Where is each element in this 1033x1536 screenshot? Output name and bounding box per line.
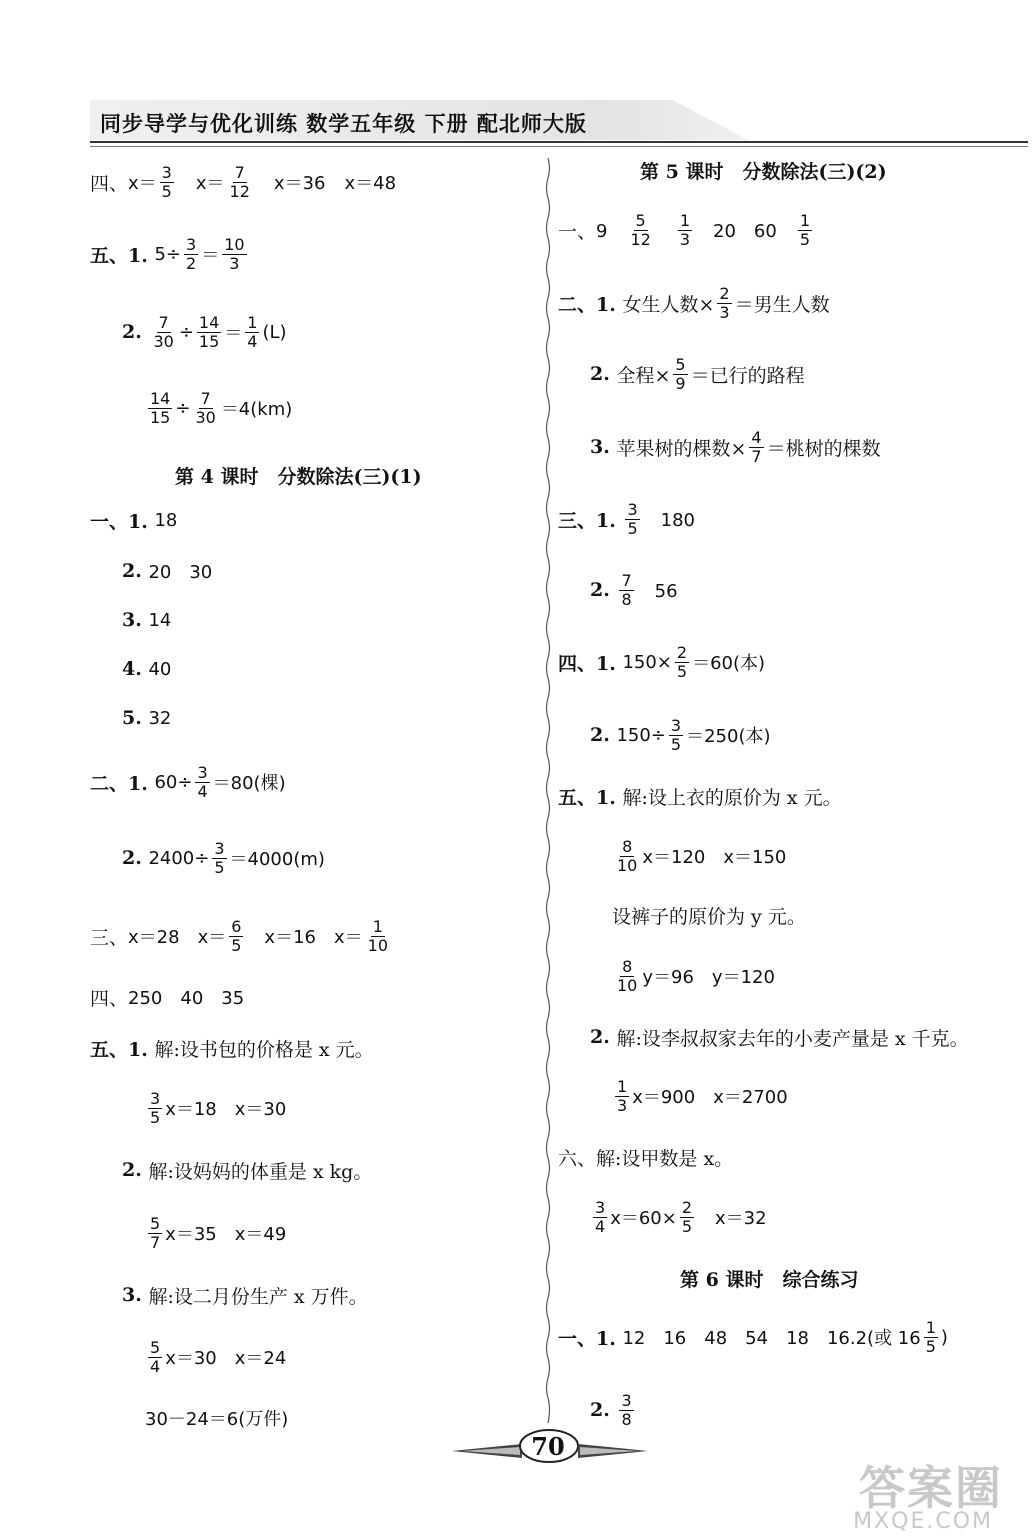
answer-line: $\frac{3}{4}$ x＝60× $\frac{2}{5}$ x＝32 bbox=[595, 1197, 767, 1236]
header-title: 同步导学与优化训练 数学五年级 下册 配北师大版 bbox=[100, 111, 587, 136]
answer-line: 2. $\frac{7}{30}$ ÷ $\frac{14}{15}$ ＝ $\frac{1}{4}$ (L) bbox=[122, 312, 287, 351]
fraction: $\frac{5}{4}$ bbox=[150, 1337, 161, 1376]
answer-line: $\frac{5}{4}$ x＝30 x＝24 bbox=[150, 1337, 287, 1376]
answer-line: 4. 40 bbox=[122, 658, 172, 680]
fraction: $\frac{14}{15}$ bbox=[198, 312, 220, 351]
watermark-url: MXQE.COM bbox=[853, 1509, 993, 1534]
answer-line: $\frac{5}{7}$ x＝35 x＝49 bbox=[150, 1213, 287, 1252]
answer-line: 2. $\frac{3}{8}$ bbox=[590, 1390, 632, 1429]
fraction: $\frac{8}{10}$ bbox=[617, 836, 638, 875]
fraction: $\frac{1}{3}$ bbox=[617, 1076, 628, 1115]
answer-line: 五、1. 5÷ $\frac{3}{2}$ ＝ $\frac{10}{3}$ bbox=[90, 234, 245, 273]
lesson-6-title: 第 6 课时 综合练习 bbox=[680, 1268, 859, 1291]
answer-line: 一、1. 18 bbox=[90, 509, 178, 533]
answer-line: 5. 32 bbox=[122, 707, 172, 729]
fraction: $\frac{4}{7}$ bbox=[751, 427, 762, 466]
answer-line: $\frac{14}{15}$ ÷ $\frac{7}{30}$ ＝4(km) bbox=[150, 388, 293, 427]
answer-line: 3. 解:设二月份生产 x 万件。 bbox=[122, 1284, 368, 1308]
answer-line: 2. 150÷ $\frac{3}{5}$ ＝250(本) bbox=[590, 715, 771, 754]
fraction: $\frac{3}{5}$ bbox=[150, 1088, 161, 1127]
fraction: $\frac{3}{5}$ bbox=[670, 715, 682, 754]
answer-line: $\frac{1}{3}$ x＝900 x＝2700 bbox=[617, 1076, 788, 1115]
fraction: $\frac{5}{7}$ bbox=[150, 1213, 161, 1252]
fraction: $\frac{2}{5}$ bbox=[676, 642, 688, 681]
fraction: $\frac{6}{5}$ bbox=[231, 916, 242, 955]
answer-line: 六、 解:设甲数是 x。 bbox=[558, 1147, 734, 1170]
answer-line: 2. $\frac{7}{8}$ 56 bbox=[590, 570, 678, 609]
fraction: $\frac{1}{3}$ bbox=[679, 210, 691, 249]
answer-line: 3. 苹果树的棵数× $\frac{4}{7}$ ＝桃树的棵数 bbox=[590, 427, 881, 466]
header-rule bbox=[90, 141, 1028, 143]
answer-line: 二、1. 女生人数× $\frac{2}{3}$ ＝男生人数 bbox=[558, 283, 830, 322]
fraction: $\frac{14}{15}$ bbox=[150, 388, 171, 427]
fraction: $\frac{10}{3}$ bbox=[224, 234, 245, 273]
answer-line: $\frac{8}{10}$ x＝120 x＝150 bbox=[617, 836, 787, 875]
answer-line: 四、1. 150× $\frac{2}{5}$ ＝60(本) bbox=[558, 642, 766, 681]
column-divider bbox=[545, 158, 551, 1423]
fraction: $\frac{2}{3}$ bbox=[719, 283, 730, 322]
fraction: $\frac{5}{9}$ bbox=[675, 354, 686, 393]
header-rule-thin bbox=[90, 146, 1028, 147]
fraction: $\frac{3}{4}$ bbox=[197, 762, 208, 801]
footer-right-ornament-icon bbox=[578, 1440, 648, 1462]
answer-line: 三、 x＝28 x＝ $\frac{6}{5}$ x＝16 x＝ $\frac{1}{10}$ bbox=[90, 916, 388, 955]
answer-line: $\frac{8}{10}$ y＝96 y＝120 bbox=[617, 956, 775, 995]
fraction: $\frac{7}{30}$ bbox=[195, 388, 216, 427]
fraction: $\frac{2}{5}$ bbox=[681, 1197, 693, 1236]
answer-line: 四、 x＝ $\frac{3}{5}$ x＝ $\frac{7}{12}$ x＝36 x＝48 bbox=[90, 162, 397, 201]
fraction: $\frac{1}{5}$ bbox=[925, 1317, 936, 1356]
lesson-4-title: 第 4 课时 分数除法(三)(1) bbox=[175, 465, 422, 488]
fraction: $\frac{3}{4}$ bbox=[595, 1197, 606, 1236]
answer-line: 3. 14 bbox=[122, 609, 172, 631]
answer-line: 2. 全程× $\frac{5}{9}$ ＝已行的路程 bbox=[590, 354, 805, 393]
answer-line: 2. 解:设妈妈的体重是 x kg。 bbox=[122, 1159, 373, 1183]
fraction: $\frac{7}{30}$ bbox=[153, 312, 174, 351]
fraction: $\frac{3}{5}$ bbox=[161, 162, 172, 201]
answer-line: 一、 9 $\frac{5}{12}$ $\frac{1}{3}$ 20 60 $\frac{1}{5}$ bbox=[558, 210, 811, 249]
answer-line: 三、1. $\frac{3}{5}$ 180 bbox=[558, 499, 695, 538]
fraction: $\frac{1}{5}$ bbox=[799, 210, 811, 249]
watermark-logo: 答案圈 bbox=[859, 1461, 1003, 1515]
fraction: $\frac{3}{5}$ bbox=[627, 499, 638, 538]
fraction: $\frac{3}{8}$ bbox=[621, 1390, 632, 1429]
fraction: $\frac{3}{2}$ bbox=[186, 234, 197, 273]
answer-line: $\frac{3}{5}$ x＝18 x＝30 bbox=[150, 1088, 287, 1127]
fraction: $\frac{1}{4}$ bbox=[247, 312, 258, 351]
fraction: $\frac{8}{10}$ bbox=[617, 956, 638, 995]
fraction: $\frac{3}{5}$ bbox=[214, 838, 225, 877]
answer-line: 2. 解:设李叔叔家去年的小麦产量是 x 千克。 bbox=[590, 1026, 969, 1050]
answer-line: 30－24＝6(万件) bbox=[145, 1409, 289, 1430]
answer-line: 一、1. 12 16 48 54 18 16.2(或 16 $\frac{1}{5}$ ) bbox=[558, 1317, 948, 1356]
page-number: 70 bbox=[531, 1432, 565, 1461]
footer-left-ornament-icon bbox=[452, 1440, 522, 1462]
fraction: $\frac{7}{8}$ bbox=[621, 570, 632, 609]
answer-line: 2. 2400÷ $\frac{3}{5}$ ＝4000(m) bbox=[122, 838, 325, 877]
fraction: $\frac{5}{12}$ bbox=[630, 210, 651, 249]
answer-line: 五、1. 解:设书包的价格是 x 元。 bbox=[90, 1038, 374, 1061]
answer-line: 2. 20 30 bbox=[122, 560, 213, 583]
fraction: $\frac{1}{10}$ bbox=[367, 916, 388, 955]
fraction: $\frac{7}{12}$ bbox=[229, 162, 250, 201]
answer-line: 设裤子的原价为 y 元。 bbox=[612, 905, 806, 928]
lesson-5-title: 第 5 课时 分数除法(三)(2) bbox=[640, 160, 887, 183]
answer-line: 二、1. 60÷ $\frac{3}{4}$ ＝80(棵) bbox=[90, 762, 286, 801]
answer-line: 五、1. 解:设上衣的原价为 x 元。 bbox=[558, 786, 842, 809]
answer-line: 四、 250 40 35 bbox=[90, 987, 245, 1010]
